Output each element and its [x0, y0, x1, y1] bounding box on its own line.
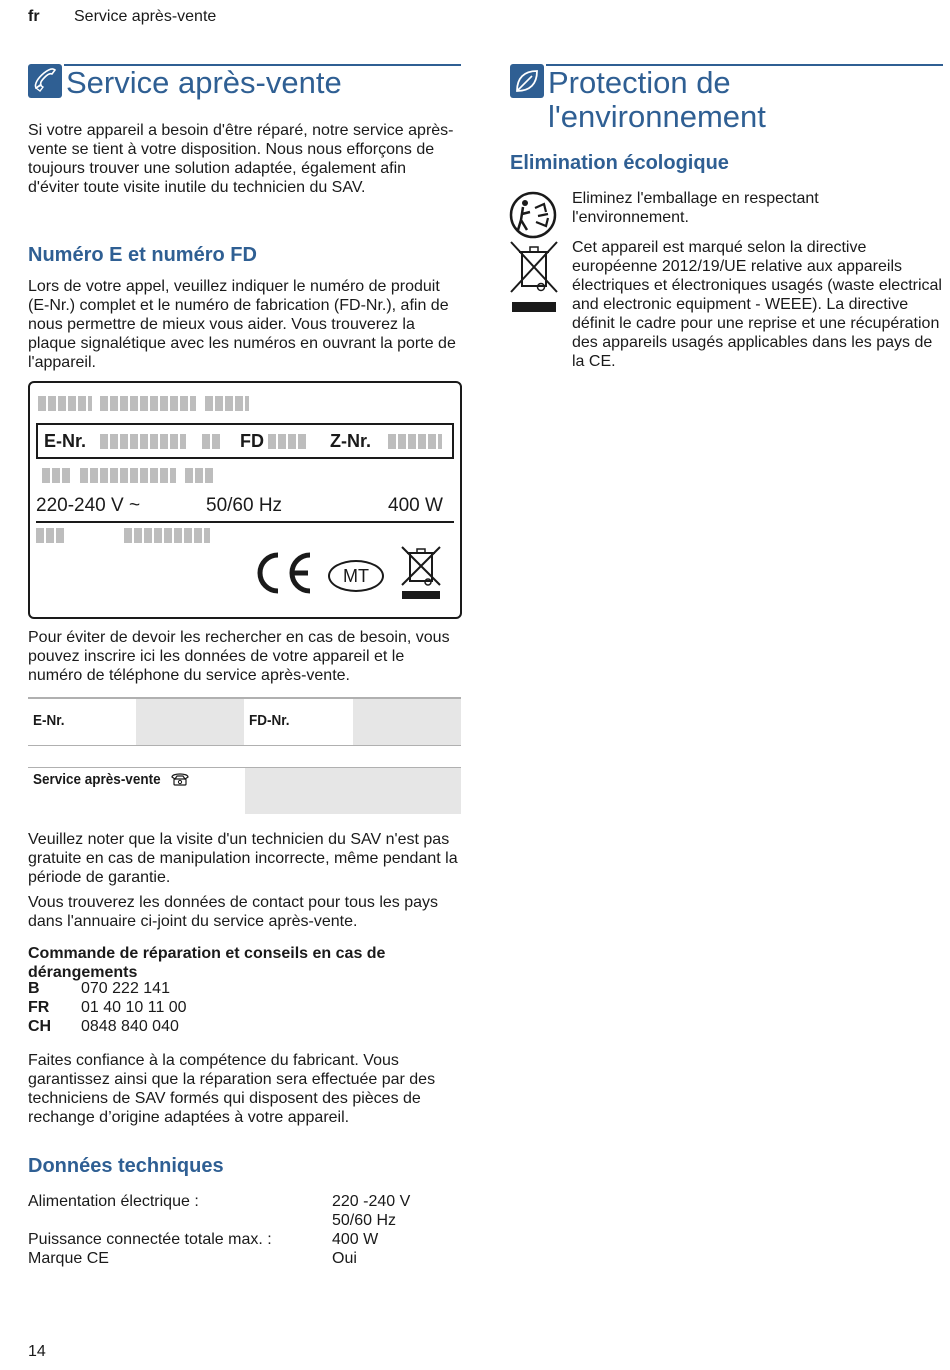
tech-row: Puissance connectée totale max. : 400 W: [28, 1231, 379, 1248]
tech-row: Marque CE Oui: [28, 1250, 357, 1267]
contact-row: CH 0848 840 040: [28, 1018, 179, 1035]
record-text: Pour éviter de devoir les rechercher en cas de besoin, vous pouvez inscrire ici les données de votre appareil et le numéro de téléphone du service après-vente.: [28, 629, 450, 684]
enr-input[interactable]: [136, 699, 244, 745]
packaging-text: Eliminez l'emballage en respectant l'environnement.: [572, 190, 819, 226]
page-number: 14: [28, 1343, 46, 1360]
intro-text: Si votre appareil a besoin d'être réparé, notre service après-vente se tient à votre disposition. Nous nous efforçons de toujours trouver une solution adaptée, également afin d'éviter toute visite inutile du technicien du SAV.: [28, 122, 454, 196]
page-title: Service après-vente: [66, 65, 342, 100]
disposal-title: Elimination écologique: [510, 152, 729, 174]
form-service-label: Service après-vente: [33, 771, 161, 788]
environment-title-line1: Protection de: [548, 65, 731, 100]
plate-power: 400 W: [388, 495, 443, 516]
contact-list: [28, 979, 187, 1036]
plate-enr-label: E-Nr.: [44, 431, 87, 451]
weee-text: Cet appareil est marqué selon la directive européenne 2012/19/UE relative aux appareils électriques et électroniques usagés (waste electrical and electronic equipment - WEEE). La directive définit le cadre pour une reprise et une récupération des appareils usagés applicables dans les pays de la CE.: [572, 239, 942, 370]
language-code: fr: [28, 8, 40, 25]
plate-voltage: 220-240 V ~: [36, 495, 141, 516]
enr-text: Lors de votre appel, veuillez indiquer le numéro de produit (E-Nr.) complet et le numéro de fabrication (FD-Nr.), afin de nous permettre de mieux vous aider. Vous trouverez la plaque signalétique avec les numéros en ouvrant la porte de l'appareil.: [28, 278, 456, 371]
tech-title: Données techniques: [28, 1155, 224, 1177]
running-header: Service après-vente: [74, 8, 217, 25]
tech-table: [28, 1192, 410, 1268]
enr-title: Numéro E et numéro FD: [28, 244, 257, 266]
plate-mt-mark: MT: [328, 560, 384, 592]
weee-bin-icon: [400, 545, 442, 601]
fdnr-input[interactable]: [353, 699, 461, 745]
environment-title-line2: l'environnement: [548, 99, 766, 134]
weee-bin-icon: [509, 240, 559, 314]
plate-fd-label: FD: [240, 431, 264, 451]
redacted-line: [42, 467, 215, 485]
phone-icon: [28, 64, 62, 98]
tech-row: Alimentation électrique : 220 -240 V 50/60 Hz: [28, 1193, 411, 1229]
telephone-icon: [170, 771, 190, 787]
form-rule: [28, 745, 461, 746]
trust-text: Faites confiance à la compétence du fabricant. Vous garantissez ainsi que la réparation sera effectuée par des techniciens de SAV formés qui disposent des pièces de rechange d’origine adaptées à votre appareil.: [28, 1052, 436, 1126]
repair-title: Commande de réparation et conseils en cas de dérangements: [28, 945, 386, 981]
leaf-icon: [510, 64, 544, 98]
number-box: [36, 423, 454, 459]
plate-znr-label: Z-Nr.: [330, 431, 372, 451]
contact-row: B 070 222 141: [28, 980, 170, 997]
form-fdnr-label: FD-Nr.: [249, 712, 290, 729]
plate-rule: [36, 521, 454, 523]
ce-mark-icon: [252, 551, 314, 595]
rating-plate: [28, 381, 462, 619]
recycle-person-icon: [508, 190, 558, 240]
note-paid-visit: Veuillez noter que la visite d'un technicien du SAV n'est pas gratuite en cas de manipulation incorrecte, même pendant la période de garantie.: [28, 831, 458, 886]
redacted-line: [38, 395, 249, 413]
form-enr-label: E-Nr.: [33, 712, 65, 729]
service-phone-input[interactable]: [245, 768, 461, 814]
plate-frequency: 50/60 Hz: [206, 495, 283, 516]
note-contacts: Vous trouverez les données de contact pour tous les pays dans l'annuaire ci-joint du service après-vente.: [28, 894, 439, 930]
contact-row: FR 01 40 10 11 00: [28, 999, 187, 1016]
